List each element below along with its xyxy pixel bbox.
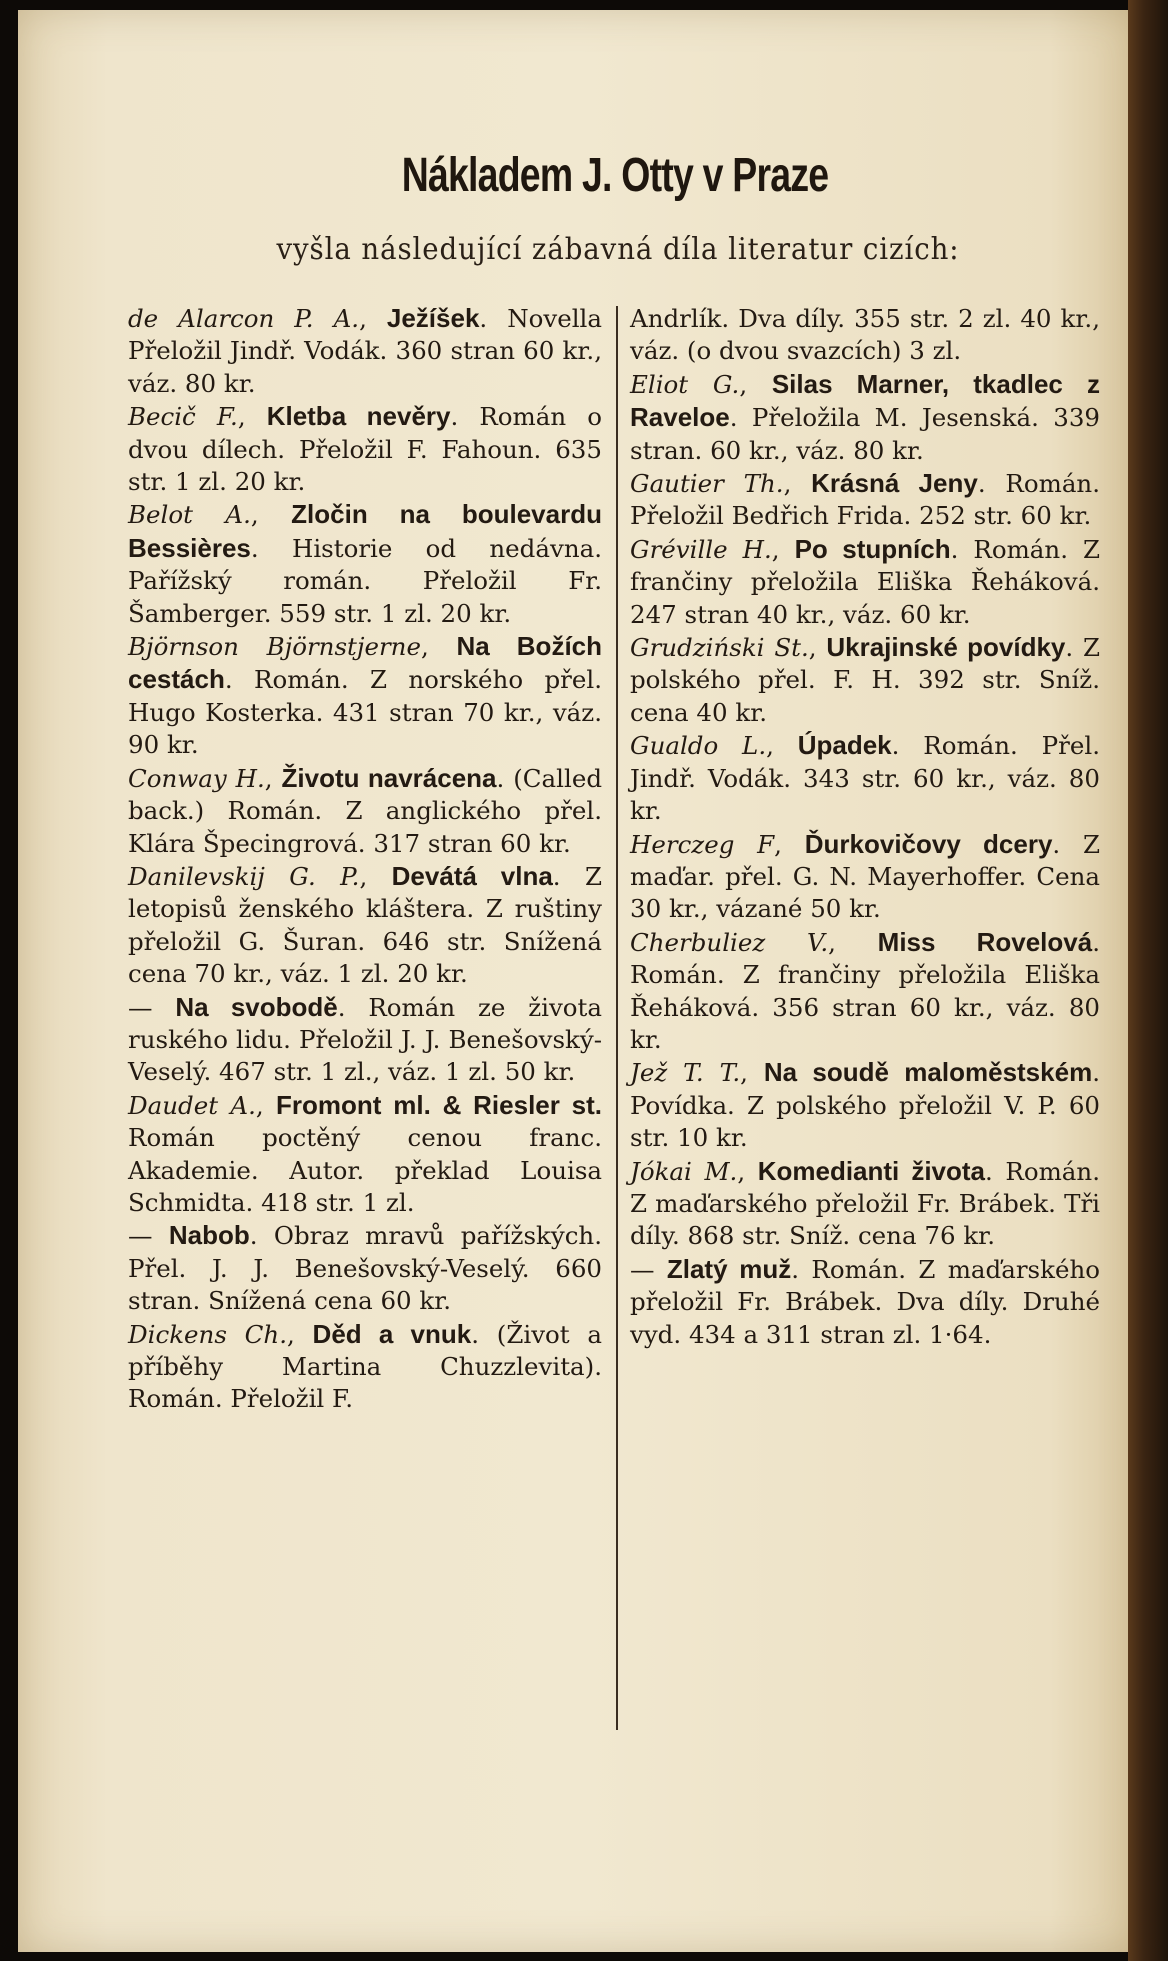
catalog-entry [128,991,602,1089]
entry-details: . Obraz mravů pařížských. Přel. J. J. Benešovský-Veselý. 660 stran. Snížená cena 60 kr. [128,1221,602,1316]
entry-separator: , [250,500,292,530]
catalog-entry [630,926,1100,1057]
entry-title: Silas Marner, tkadlec z Raveloe [630,368,1101,433]
entry-title: Ježíšek [386,303,480,333]
catalog-entry [630,1056,1100,1154]
entry-title: Kletba nevěry [266,401,451,432]
entry-details: Román poctěný cenou franc. Akademie. Autor. překlad Louisa Schmidta. 418 str. 1 zl. [128,1123,602,1217]
entry-author: Dickens Ch. [128,1319,287,1349]
entry-title: Ukrajinské povídky [826,632,1066,663]
catalog-entry [128,1318,602,1416]
entry-details: . Román. Z maďarského přeložil Fr. Brábek. Tři díly. 868 str. Sníž. cena 76 kr. [630,1156,1100,1251]
entry-separator: , [739,369,772,399]
entry-details: . Román. Z maďarského přeložil Fr. Brábek. Dva díly. Druhé vyd. 434 a 311 stran zl. 1·64. [630,1254,1100,1349]
entry-separator: , [359,861,392,891]
catalog-entry [128,630,602,762]
catalog-entry [128,400,602,498]
entry-details: . Z letopisů ženského kláštera. Z ruštiny přeložil G. Šuran. 646 str. Snížená cena 70 kr., váz. 1 zl. 20 kr. [128,861,602,989]
catalog-entry [128,762,602,860]
entry-separator: — [128,992,176,1022]
entry-title: Zlatý muž [666,1253,792,1284]
page-subtitle: vyšla následující zábavná díla literatur cizích: [276,232,960,267]
entry-title: Zločin na boulevardu Bessières [128,499,602,563]
catalog-entry [630,1253,1100,1351]
entry-title: Po stupních [794,533,951,564]
entry-details: . Povídka. Z polského přeložil V. P. 60 str. 10 kr. [630,1058,1100,1153]
entry-title: Na svobodě [175,991,338,1022]
entry-title: Nabob [168,1220,250,1251]
entry-separator: — [630,1254,667,1284]
entry-separator: , [808,633,827,663]
entry-separator: , [420,632,457,662]
entry-author: Jež T. T. [630,1058,741,1088]
entry-author: Herczeg F [630,829,775,859]
entry-author: Björnson Björnstjerne [128,632,421,662]
entry-author: Gualdo L. [630,731,767,761]
column-divider [616,306,618,1730]
entry-details: . Román. Přel. Jindř. Vodák. 343 str. 60 kr., váz. 80 kr. [630,731,1100,826]
book-spine-edge [1128,0,1168,1961]
entry-separator: , [783,469,812,499]
entry-title: Na soudě maloměstském [763,1057,1093,1088]
entry-author: Gréville H. [630,534,772,564]
entry-details: . Novella Přeložil Jindř. Vodák. 360 stran 60 kr., váz. 80 kr. [128,304,603,398]
entry-details: Andrlík. Dva díly. 355 str. 2 zl. 40 kr., váz. (o dvou svazcích) 3 zl. [630,304,1100,366]
entry-separator: , [264,763,282,793]
entry-author: Belot A. [128,500,251,530]
catalog-entry [128,1219,602,1317]
entry-separator: , [740,1058,764,1088]
left-column [128,302,602,1416]
catalog-entry [630,368,1100,467]
entry-title: Komedianti života [757,1155,985,1186]
entry-author: Becič F. [128,402,238,432]
entry-author: Conway H. [128,763,265,793]
entry-author: Eliot G. [630,369,740,399]
entry-title: Na Božích cestách [128,631,603,695]
entry-details: . Přeložila M. Jesenská. 339 stran. 60 kr., váz. 80 kr. [630,403,1100,465]
entry-title: Devátá vlna [391,860,553,891]
entry-author: Gautier Th. [630,469,784,499]
catalog-entry [630,533,1100,631]
entry-title: Krásná Jeny [811,468,978,499]
entry-separator: , [766,731,798,761]
entry-details: . Z polského přel. F. H. 392 str. Sníž. cena 40 kr. [630,633,1100,727]
entry-separator: , [286,1319,313,1349]
entry-separator: , [771,534,795,564]
entry-separator: , [828,927,878,957]
catalog-entry [128,860,602,991]
entry-details: . (Called back.) Román. Z anglického přel. Klára Špecingrová. 317 stran 60 kr. [128,763,603,858]
entry-author: Grudziński St. [630,633,809,663]
entry-author: Jókai M. [630,1156,738,1186]
entry-separator: , [737,1156,758,1186]
catalog-entry [630,467,1100,533]
entry-details: . Román. Přeložil Bedřich Frida. 252 str. 60 kr. [630,469,1100,531]
catalog-entry [630,631,1100,729]
entry-separator: , [774,829,805,859]
catalog-entry [128,498,602,630]
entry-author: de Alarcon P. A. [128,304,360,333]
entry-title: Úpadek [797,730,892,761]
catalog-entry [128,1089,602,1220]
right-column [630,302,1100,1351]
entry-separator: , [237,402,267,432]
entry-separator: — [128,1221,169,1251]
entry-title: Děd a vnuk [312,1318,472,1349]
entry-details: . Román. Z frančiny přeložila Eliška Řeháková. 356 stran 60 kr., váz. 80 kr. [630,927,1100,1054]
entry-title: Ďurkovičovy dcery [804,828,1053,859]
catalog-entry [630,729,1100,827]
entry-author: Daudet A. [128,1090,256,1120]
entry-author: Cherbuliez V. [630,927,829,957]
catalog-entry [128,302,602,400]
entry-separator: , [255,1090,277,1120]
entry-details: . Román ze života ruského lidu. Přeložil J. J. Benešovský-Veselý. 467 str. 1 zl., váz. 1 zl. 50 kr. [128,992,602,1087]
entry-title: Fromont ml. & Riesler st. [276,1089,602,1120]
entry-details: . (Život a příběhy Martina Chuzzlevita). Román. Přeložil F. [128,1319,603,1414]
catalog-entry [630,828,1100,926]
entry-details: . Román. Z frančiny přeložila Eliška Řeháková. 247 stran 40 kr., váz. 60 kr. [630,534,1101,629]
entry-details: . Historie od nedávna. Pařížský román. Přeložil Fr. Šamberger. 559 str. 1 zl. 20 kr. [128,533,602,628]
entry-details: . Román. Z norského přel. Hugo Kosterka. 431 stran 70 kr., váz. 90 kr. [128,665,602,760]
entry-separator: , [359,304,387,333]
entry-title: Miss Rovelová [877,926,1093,957]
catalog-entry [630,302,1100,368]
entry-title: Životu navrácena [281,762,497,793]
page-title: Nákladem J. Otty v Praze [401,149,829,202]
entry-details: . Z maďar. přel. G. N. Mayerhoffer. Cena 30 kr., vázané 50 kr. [630,829,1100,924]
entry-details: . Román o dvou dílech. Přeložil F. Fahoun. 635 str. 1 zl. 20 kr. [128,402,602,497]
catalog-entry [630,1155,1100,1253]
entry-author: Danilevskij G. P. [128,861,360,891]
